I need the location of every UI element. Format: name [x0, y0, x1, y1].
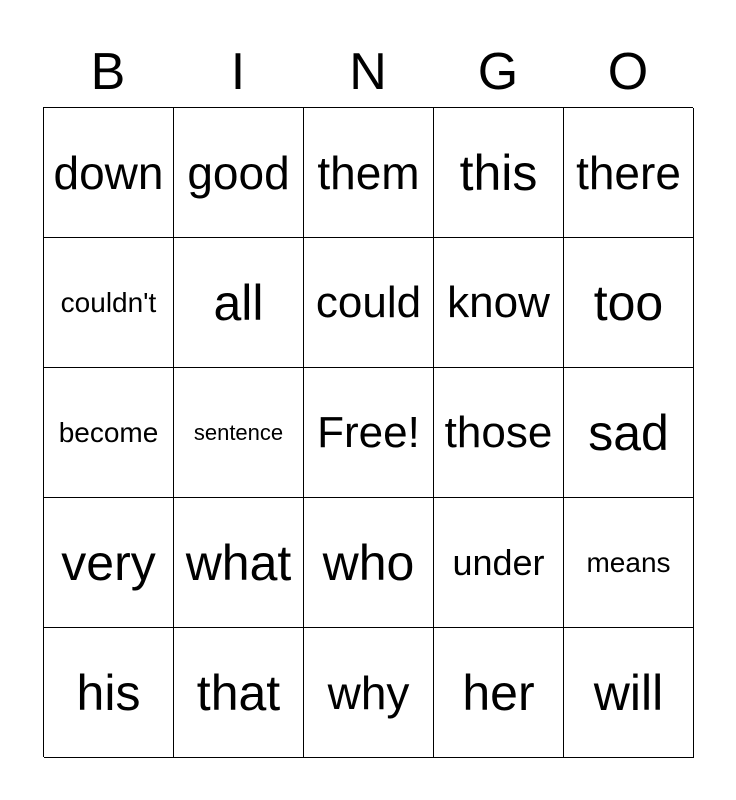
- bingo-cell[interactable]: means: [564, 498, 694, 628]
- bingo-cell[interactable]: this: [434, 108, 564, 238]
- free-space-cell[interactable]: Free!: [304, 368, 434, 498]
- bingo-cell[interactable]: will: [564, 628, 694, 758]
- header-letter-b: B: [90, 43, 126, 101]
- bingo-cell[interactable]: why: [304, 628, 434, 758]
- bingo-cell[interactable]: become: [44, 368, 174, 498]
- bingo-cell[interactable]: too: [564, 238, 694, 368]
- bingo-cell[interactable]: sad: [564, 368, 694, 498]
- bingo-cell[interactable]: all: [174, 238, 304, 368]
- bingo-cell[interactable]: under: [434, 498, 564, 628]
- bingo-cell[interactable]: those: [434, 368, 564, 498]
- bingo-cell[interactable]: his: [44, 628, 174, 758]
- bingo-cell[interactable]: very: [44, 498, 174, 628]
- header-letter-n: N: [349, 43, 387, 101]
- bingo-header: [43, 40, 693, 104]
- header-letter-g: G: [477, 43, 519, 101]
- bingo-cell[interactable]: that: [174, 628, 304, 758]
- bingo-cell[interactable]: could: [304, 238, 434, 368]
- bingo-cell[interactable]: sentence: [174, 368, 304, 498]
- bingo-cell[interactable]: what: [174, 498, 304, 628]
- bingo-cell[interactable]: there: [564, 108, 694, 238]
- bingo-cell[interactable]: down: [44, 108, 174, 238]
- bingo-cell[interactable]: couldn't: [44, 238, 174, 368]
- header-letter-i: I: [230, 43, 246, 101]
- bingo-cell[interactable]: who: [304, 498, 434, 628]
- bingo-cell[interactable]: know: [434, 238, 564, 368]
- bingo-cell[interactable]: good: [174, 108, 304, 238]
- header-letter-o: O: [607, 43, 649, 101]
- bingo-board: [43, 107, 693, 757]
- bingo-cell[interactable]: them: [304, 108, 434, 238]
- bingo-cell[interactable]: her: [434, 628, 564, 758]
